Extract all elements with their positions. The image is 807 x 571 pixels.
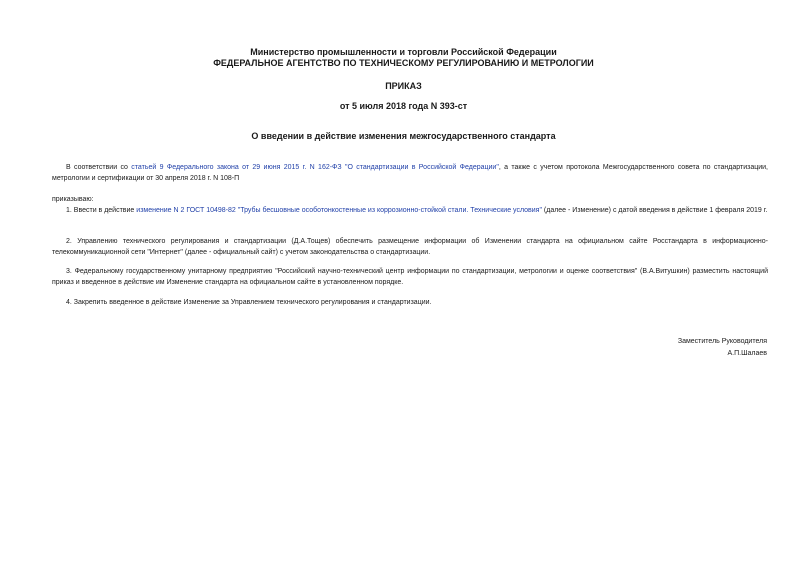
order-word: приказываю: [52, 196, 94, 203]
order-item-3: 3. Федеральному государственному унитарному предприятию "Российский научно-технический центр информации по стандартизации, метрологии и оценке соответствия" (В.А.Витушкин) разместить настоящий приказ и введенное в действие им Изменение стандарта на официальном сайте в установленном порядке. [52, 268, 768, 286]
order-item-4: 4. Закрепить введенное в действие Изменение за Управлением технического регулирования и стандартизации. [66, 299, 432, 306]
preamble-paragraph [52, 162, 768, 184]
federal-law-link[interactable]: статьей 9 Федерального закона от 29 июня 2015 г. N 162-ФЗ "О стандартизации в Российской Федерации" [131, 164, 499, 171]
order-item-1 [52, 205, 768, 216]
item1-text-1: 1. Ввести в действие [66, 207, 137, 214]
document-subject: О введении в действие изменения межгосударственного стандарта [251, 131, 556, 141]
document-date-number: от 5 июля 2018 года N 393-ст [339, 101, 468, 111]
document-type: ПРИКАЗ [385, 81, 422, 91]
agency-name: ФЕДЕРАЛЬНОЕ АГЕНТСТВО ПО ТЕХНИЧЕСКОМУ РЕГУЛИРОВАНИЮ И МЕТРОЛОГИИ [213, 58, 594, 68]
gost-amendment-link[interactable]: изменение N 2 ГОСТ 10498-82 "Трубы бесшовные особотонкостенные из коррозионно-стойкой стали. Технические условия" [136, 207, 542, 214]
ministry-name: Министерство промышленности и торговли Российской Федерации [250, 47, 557, 57]
signatory-name: А.П.Шалаев [727, 350, 767, 357]
preamble-text-2: , а также с учетом протокола Межгосударственного совета по стандартизации, метрологии и сертификации от 30 апреля 2018 г. N 108-П [52, 164, 768, 182]
preamble-text-1: В соответствии со [66, 164, 132, 171]
order-item-2: 2. Управлению технического регулирования и стандартизации (Д.А.Тощев) обеспечить размещение информации об Изменении стандарта на официальном сайте Росстандарта в информационно-телекоммуникационной сети "Интернет" (далее - официальный сайт) с учетом законодательства о стандартизации. [52, 238, 768, 256]
signatory-title: Заместитель Руководителя [677, 338, 767, 345]
item1-text-2: (далее - Изменение) с датой введения в действие 1 февраля 2019 г. [541, 207, 768, 214]
